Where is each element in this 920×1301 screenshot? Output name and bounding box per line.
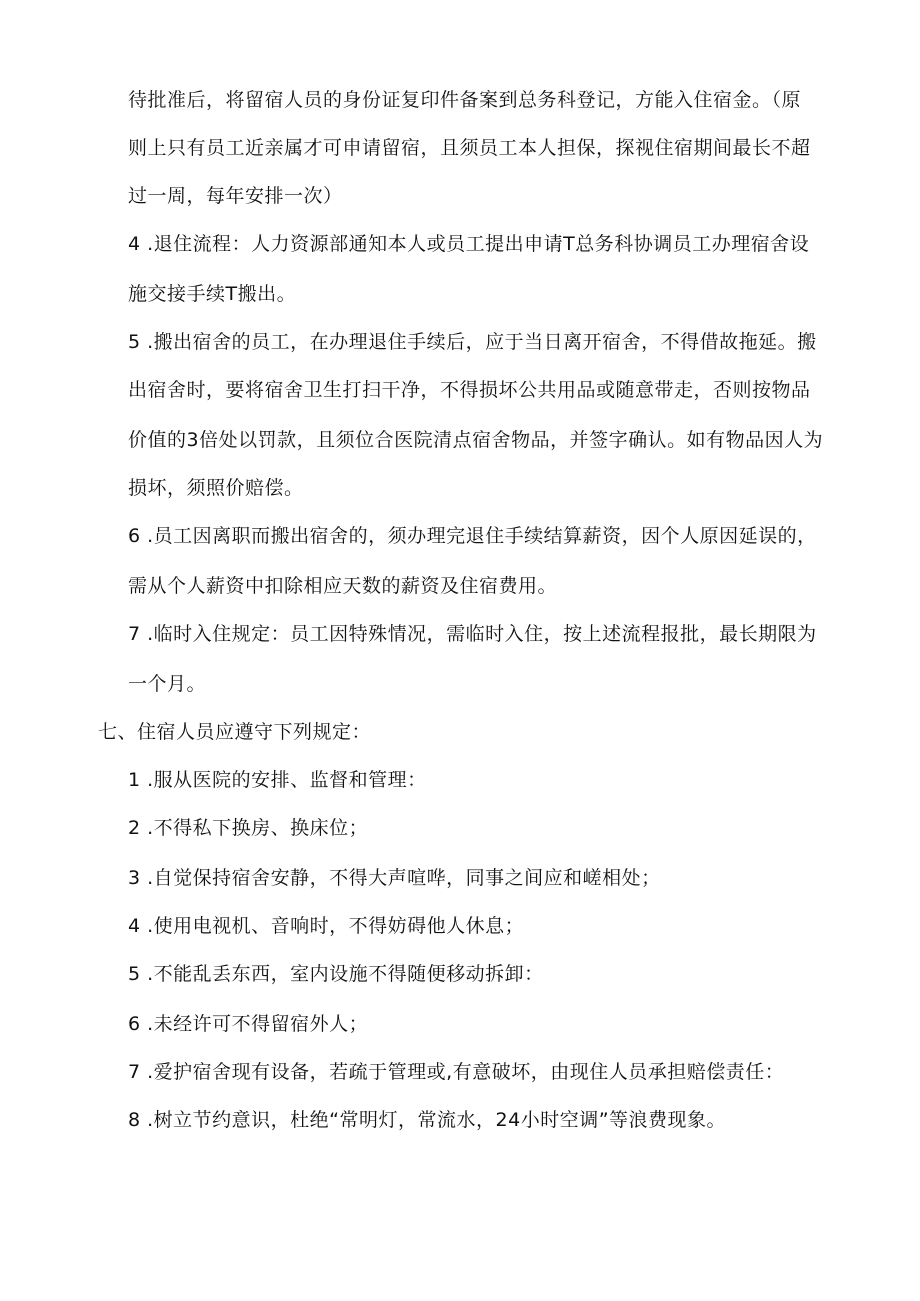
paragraph-line: 待批准后，将留宿人员的身份证复印件备案到总务科登记，方能入住宿金。（原 — [128, 89, 802, 111]
paragraph-line: 价值的3倍处以罚款，且须位合医院清点宿舍物品，并签字确认。如有物品因人为 — [128, 429, 824, 451]
paragraph-line: 5 .搬出宿舍的员工，在办理退住手续后，应于当日离开宿舍，不得借故拖延。搬 — [128, 331, 817, 353]
paragraph-line: 需从个人薪资中扣除相应天数的薪资及住宿费用。 — [128, 575, 558, 597]
section-heading: 七、住宿人员应遵守下列规定： — [98, 721, 372, 743]
paragraph-line: 7 .临时入住规定：员工因特殊情况，需临时入住，按上述流程报批，最长期限为 — [128, 623, 817, 645]
paragraph-line: 施交接手续T搬出。 — [128, 283, 297, 305]
rule-item: 4 .使用电视机、音响时，不得妨碍他人休息； — [128, 915, 525, 937]
rule-item: 5 .不能乱丢东西，室内设施不得随便移动拆卸： — [128, 963, 544, 985]
paragraph-line: 损坏，须照价赔偿。 — [128, 477, 304, 499]
rule-item: 1 .服从医院的安排、监督和管理： — [128, 769, 427, 791]
paragraph-line: 过一周，每年安排一次） — [128, 185, 343, 207]
rule-item: 7 .爱护宿舍现有设备，若疏于管理或,有意破坏，由现住人员承担赔偿责任： — [128, 1061, 785, 1083]
rule-item: 3 .自觉保持宿舍安静，不得大声喧哗，同事之间应和嵯相处； — [128, 867, 661, 889]
paragraph-line: 6 .员工因离职而搬出宿舍的，须办理完退住手续结算薪资，因个人原因延误的， — [128, 525, 817, 547]
rule-item: 6 .未经许可不得留宿外人； — [128, 1013, 369, 1035]
rule-item: 2 .不得私下换房、换床位； — [128, 817, 369, 839]
rule-item: 8 .树立节约意识，杜绝“常明灯，常流水，24小时空调”等浪费现象。 — [128, 1109, 727, 1131]
paragraph-line: 出宿舍时，要将宿舍卫生打扫干净，不得损坏公共用品或随意带走，否则按物品 — [128, 379, 811, 401]
paragraph-line: 一个月。 — [128, 673, 207, 695]
paragraph-line: 4 .退住流程：人力资源部通知本人或员工提出申请T总务科协调员工办理宿舍设 — [128, 233, 810, 255]
paragraph-line: 则上只有员工近亲属才可申请留宿，且须员工本人担保，探视住宿期间最长不超 — [128, 137, 811, 159]
